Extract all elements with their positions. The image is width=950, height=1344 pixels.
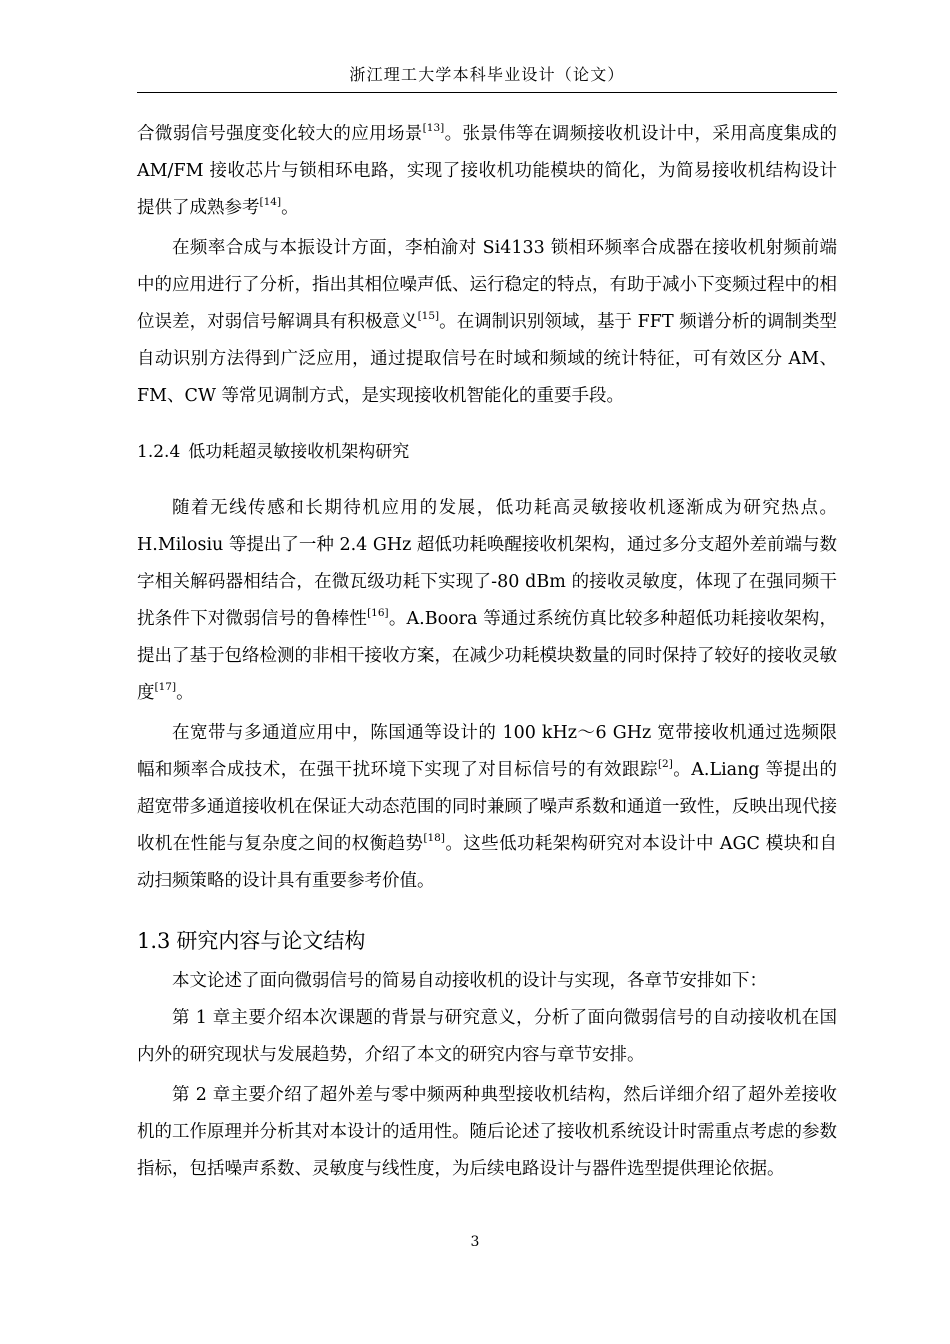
paragraph: 第 1 章主要介绍本次课题的背景与研究意义，分析了面向微弱信号的自动接收机在国内外的研究现状与发展趋势，介绍了本文的研究内容与章节安排。 (137, 1008, 837, 1065)
section-title: 低功耗超灵敏接收机架构研究 (188, 442, 410, 462)
citation: [13] (422, 122, 445, 135)
section-number: 1.3 (137, 929, 171, 953)
paragraph: 本文论述了面向微弱信号的简易自动接收机的设计与实现，各章节安排如下： (172, 971, 767, 991)
citation: [2] (657, 758, 673, 771)
citation: [16] (367, 607, 389, 620)
citation: [15] (417, 310, 440, 323)
citation: [17] (154, 681, 177, 694)
section-number: 1.2.4 (137, 442, 181, 462)
section-title: 研究内容与论文结构 (176, 929, 366, 953)
paragraph: 合微弱信号强度变化较大的应用场景[13]。张景伟等在调频接收机设计中，采用高度集成的 AM/FM 接收芯片与锁相环电路，实现了接收机功能模块的简化，为简易接收机结构设计提供了成熟参考[14]。 (137, 122, 838, 218)
paragraph: 随着无线传感和长期待机应用的发展，低功耗高灵敏接收机逐渐成为研究热点。H.Milosiu 等提出了一种 2.4 GHz 超低功耗唤醒接收机架构，通过多分支超外差前端与数字相关解码器相结合，在微瓦级功耗下实现了-80 dBm 的接收灵敏度，体现了在强同频干扰条件下对微弱信号的鲁棒性[16]。A.Boora 等通过系统仿真比较多种超低功耗接收架构，提出了基于包络检测的非相干接收方案，在减少功耗模块数量的同时保持了较好的接收灵敏度[17]。 (137, 498, 837, 703)
running-header: 浙江理工大学本科毕业设计（论文） (137, 62, 837, 93)
text-block-1 (137, 116, 837, 415)
section-heading-1-3 (137, 925, 365, 957)
citation: [14] (259, 196, 282, 209)
text-block-3 (137, 963, 837, 1188)
paragraph: 在宽带与多通道应用中，陈国通等设计的 100 kHz～6 GHz 宽带接收机通过选频限幅和频率合成技术，在强干扰环境下实现了对目标信号的有效跟踪[2]。A.Liang 等提出的超宽带多通道接收机在保证大动态范围的同时兼顾了噪声系数和通道一致性，反映出现代接收机在性能与复杂度之间的权衡趋势[18]。这些低功耗架构研究对本设计中 AGC 模块和自动扫频策略的设计具有重要参考价值。 (137, 723, 837, 891)
citation: [18] (423, 832, 445, 845)
paragraph: 第 2 章主要介绍了超外差与零中频两种典型接收机结构，然后详细介绍了超外差接收机的工作原理并分析其对本设计的适用性。随后论述了接收机系统设计时需重点考虑的参数指标，包括噪声系数、灵敏度与线性度，为后续电路设计与器件选型提供理论依据。 (137, 1085, 837, 1179)
text-block-2 (137, 490, 837, 900)
page-number: 3 (470, 1234, 480, 1250)
section-heading-1-2-4 (137, 437, 409, 467)
paragraph: 在频率合成与本振设计方面，李柏渝对 Si4133 锁相环频率合成器在接收机射频前端中的应用进行了分析，指出其相位噪声低、运行稳定的特点，有助于减小下变频过程中的相位误差，对弱信号解调具有积极意义[15]。在调制识别领域，基于 FFT 频谱分析的调制类型自动识别方法得到广泛应用，通过提取信号在时域和频域的统计特征，可有效区分 AM、FM、CW 等常见调制方式，是实现接收机智能化的重要手段。 (137, 238, 837, 406)
